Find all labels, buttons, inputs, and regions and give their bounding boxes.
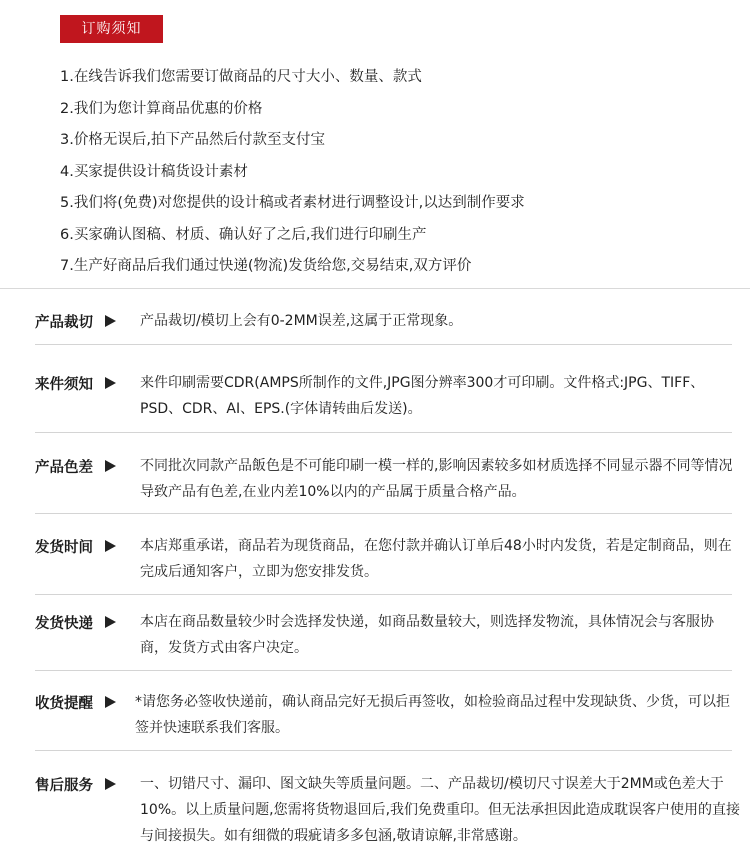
arrow-right-icon [105, 696, 116, 708]
section-label: 产品色差 [35, 460, 93, 476]
order-notice-title: 订购须知 [60, 15, 163, 43]
section-label: 产品裁切 [35, 315, 93, 331]
section-text: 一、切错尺寸、漏印、图文缺失等质量问题。二、产品裁切/模切尺寸误差大于2MM或色差大于10%。以上质量问题,您需将货物退回后,我们免费重印。但无法承担因此造成耽误客户使用的直接与间接损失。如有细微的瑕疵请多多包涵,敬请谅解,非常感谢。 [140, 776, 741, 844]
section-text: *请您务必签收快递前，确认商品完好无损后再签收，如检验商品过程中发现缺货、少货，可以拒签并快速联系我们客服。 [135, 694, 730, 736]
divider [35, 513, 732, 514]
order-step: 3.价格无误后,拍下产品然后付款至支付宝 [60, 132, 325, 148]
order-steps-list [60, 64, 525, 285]
section-label: 发货时间 [35, 540, 93, 556]
section-text: 不同批次同款产品飯色是不可能印刷一模一样的,影响因素较多如材质选择不同显示器不同等情况导致产品有色差,在业内差10%以内的产品属于质量合格产品。 [140, 458, 733, 500]
section-label: 发货快递 [35, 616, 93, 632]
section-label: 来件须知 [35, 377, 93, 393]
section-text: 本店郑重承诺，商品若为现货商品，在您付款并确认订单后48小时内发货，若是定制商品，则在完成后通知客户，立即为您安排发货。 [140, 538, 732, 580]
arrow-right-icon [105, 540, 116, 552]
section-label: 收货提醒 [35, 696, 93, 712]
section-text: 本店在商品数量较少时会选择发快递，如商品数量较大，则选择发物流，具体情况会与客服协商，发货方式由客户决定。 [140, 614, 714, 656]
arrow-right-icon [105, 460, 116, 472]
order-step: 1.在线告诉我们您需要订做商品的尺寸大小、数量、款式 [60, 69, 422, 85]
divider [35, 594, 732, 595]
divider [35, 432, 732, 433]
order-step: 2.我们为您计算商品优惠的价格 [60, 100, 263, 117]
section-text: 来件印刷需要CDR(AMPS所制作的文件,JPG图分辨率300才可印刷。文件格式:JPG、TIFF、PSD、CDR、AI、EPS.(字体请转曲后发送)。 [140, 375, 705, 417]
order-step: 4.买家提供设计稿货设计素材 [60, 163, 248, 180]
section-label: 售后服务 [35, 778, 93, 794]
divider [35, 344, 732, 345]
arrow-right-icon [105, 778, 116, 790]
section-text: 产品裁切/模切上会有0-2MM误差,这属于正常现象。 [140, 313, 463, 329]
divider [0, 288, 750, 289]
order-step: 5.我们将(免费)对您提供的设计稿或者素材进行调整设计,以达到制作要求 [60, 195, 525, 211]
arrow-right-icon [105, 377, 116, 389]
divider [35, 670, 732, 671]
order-step: 6.买家确认图稿、材质、确认好了之后,我们进行印刷生产 [60, 226, 427, 243]
arrow-right-icon [105, 315, 116, 327]
divider [35, 750, 732, 751]
arrow-right-icon [105, 616, 116, 628]
order-step: 7.生产好商品后我们通过快递(物流)发货给您,交易结束,双方评价 [60, 258, 472, 274]
